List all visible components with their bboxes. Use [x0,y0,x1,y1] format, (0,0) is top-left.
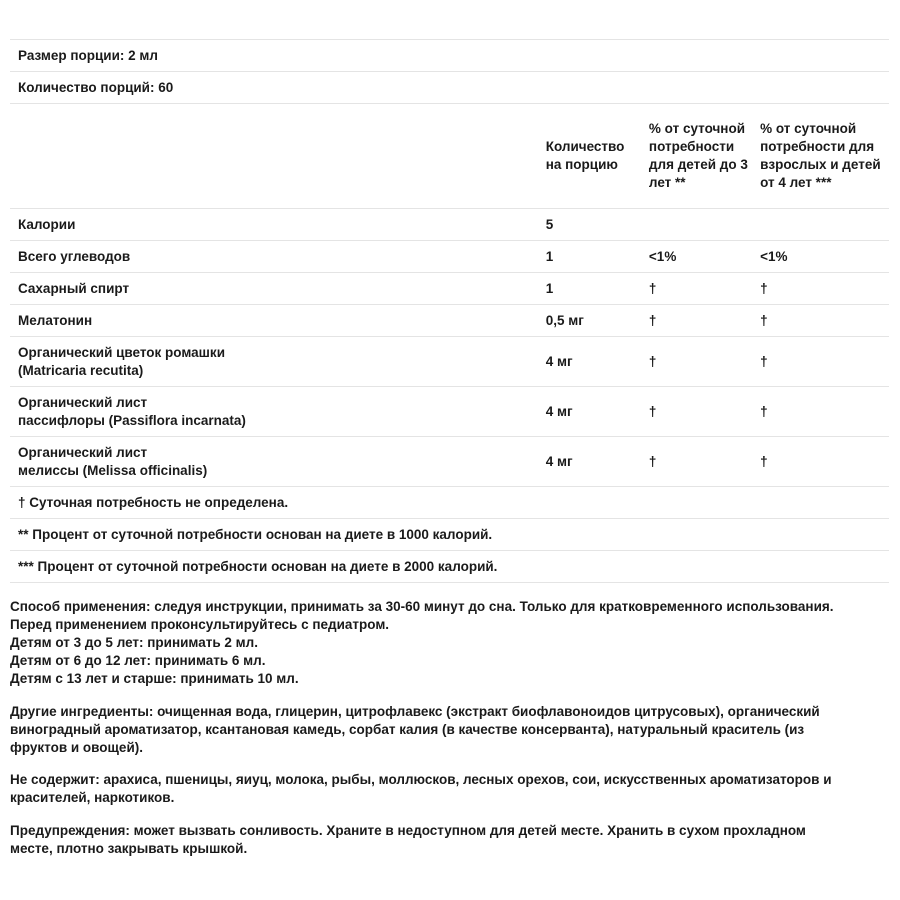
table-row [10,209,889,241]
nutrient-name: Калории [10,209,538,241]
nutrient-amount: 4 мг [538,437,641,487]
warnings [10,822,890,858]
usage-line: Способ применения: следуя инструкции, принимать за 30-60 минут до сна. Только для кратковременного использования. [10,599,834,614]
other-ingredients-line: виноградный ароматизатор, ксантановая камедь, сорбат калия (в качестве консерванта), натуральный краситель (из [10,722,805,737]
header-amount: Количество на порцию [538,104,641,209]
nutrient-name-line: пассифлоры (Passiflora incarnata) [18,412,246,428]
other-ingredients-line: Другие ингредиенты: очищенная вода, глицерин, цитрофлавекс (экстракт биофлавоноидов цитрусовых), органический [10,704,820,719]
nutrient-name: Мелатонин [10,305,538,337]
table-row [10,337,889,387]
nutrient-name [10,337,538,387]
header-dv-adults: % от суточной потребности для взрослых и детей от 4 лет *** [752,104,889,209]
nutrient-name: Всего углеводов [10,241,538,273]
table-row [10,273,889,305]
nutrient-amount: 4 мг [538,337,641,387]
usage-directions [10,598,890,688]
nutrient-dv-children: † [641,305,752,337]
footnote-1000-calories: ** Процент от суточной потребности основан на диете в 1000 калорий. [10,519,889,551]
nutrient-name [10,437,538,487]
warnings-line: месте, плотно закрывать крышкой. [10,841,248,856]
warnings-line: Предупреждения: может вызвать сонливость. Храните в недоступном для детей месте. Хранить в сухом прохладном [10,823,806,838]
nutrient-dv-children: <1% [641,241,752,273]
nutrient-dv-children [641,209,752,241]
nutrient-dv-adults [752,209,889,241]
servings-count-row [10,72,889,104]
footnote-2000-calories: *** Процент от суточной потребности основан на диете в 2000 калорий. [10,551,889,583]
nutrient-dv-adults: † [752,437,889,487]
table-row [10,437,889,487]
nutrient-dv-adults: <1% [752,241,889,273]
nutrient-dv-children: † [641,273,752,305]
nutrient-dv-children: † [641,337,752,387]
nutrient-name-line: (Matricaria recutita) [18,362,144,378]
nutrient-dv-adults: † [752,337,889,387]
nutrient-name: Сахарный спирт [10,273,538,305]
nutrient-dv-children: † [641,387,752,437]
other-ingredients-line: фруктов и овощей). [10,740,143,755]
footnote-row [10,551,889,583]
usage-line: Детям от 3 до 5 лет: принимать 2 мл. [10,635,258,650]
table-row [10,387,889,437]
other-ingredients [10,703,890,757]
header-dv-children: % от суточной потребности для детей до 3 лет ** [641,104,752,209]
nutrient-name-line: Органический лист [18,444,148,460]
supplement-facts-table [10,39,889,583]
footnote-row [10,487,889,519]
free-from-line: Не содержит: арахиса, пшеницы, яиуц, молока, рыбы, моллюсков, лесных орехов, сои, искусственных ароматизаторов и [10,772,832,787]
nutrient-amount: 1 [538,241,641,273]
usage-line: Детям от 6 до 12 лет: принимать 6 мл. [10,653,266,668]
table-row [10,241,889,273]
serving-size-row [10,40,889,72]
footnote-row [10,519,889,551]
free-from-line: красителей, наркотиков. [10,790,175,805]
nutrient-dv-children: † [641,437,752,487]
table-row [10,305,889,337]
nutrient-amount: 4 мг [538,387,641,437]
nutrient-dv-adults: † [752,387,889,437]
nutrient-amount: 5 [538,209,641,241]
servings-count: Количество порций: 60 [10,72,889,104]
serving-size: Размер порции: 2 мл [10,40,889,72]
nutrient-amount: 0,5 мг [538,305,641,337]
footnote-undefined-dv: † Суточная потребность не определена. [10,487,889,519]
header-name [10,104,538,209]
nutrient-name [10,387,538,437]
usage-line: Детям с 13 лет и старше: принимать 10 мл. [10,671,299,686]
nutrient-name-line: мелиссы (Melissa officinalis) [18,462,208,478]
nutrient-amount: 1 [538,273,641,305]
nutrient-name-line: Органический лист [18,394,148,410]
free-from [10,771,890,807]
nutrient-name-line: Органический цветок ромашки [18,344,225,360]
nutrient-dv-adults: † [752,273,889,305]
nutrient-dv-adults: † [752,305,889,337]
table-header-row [10,104,889,209]
usage-line: Перед применением проконсультируйтесь с педиатром. [10,617,390,632]
